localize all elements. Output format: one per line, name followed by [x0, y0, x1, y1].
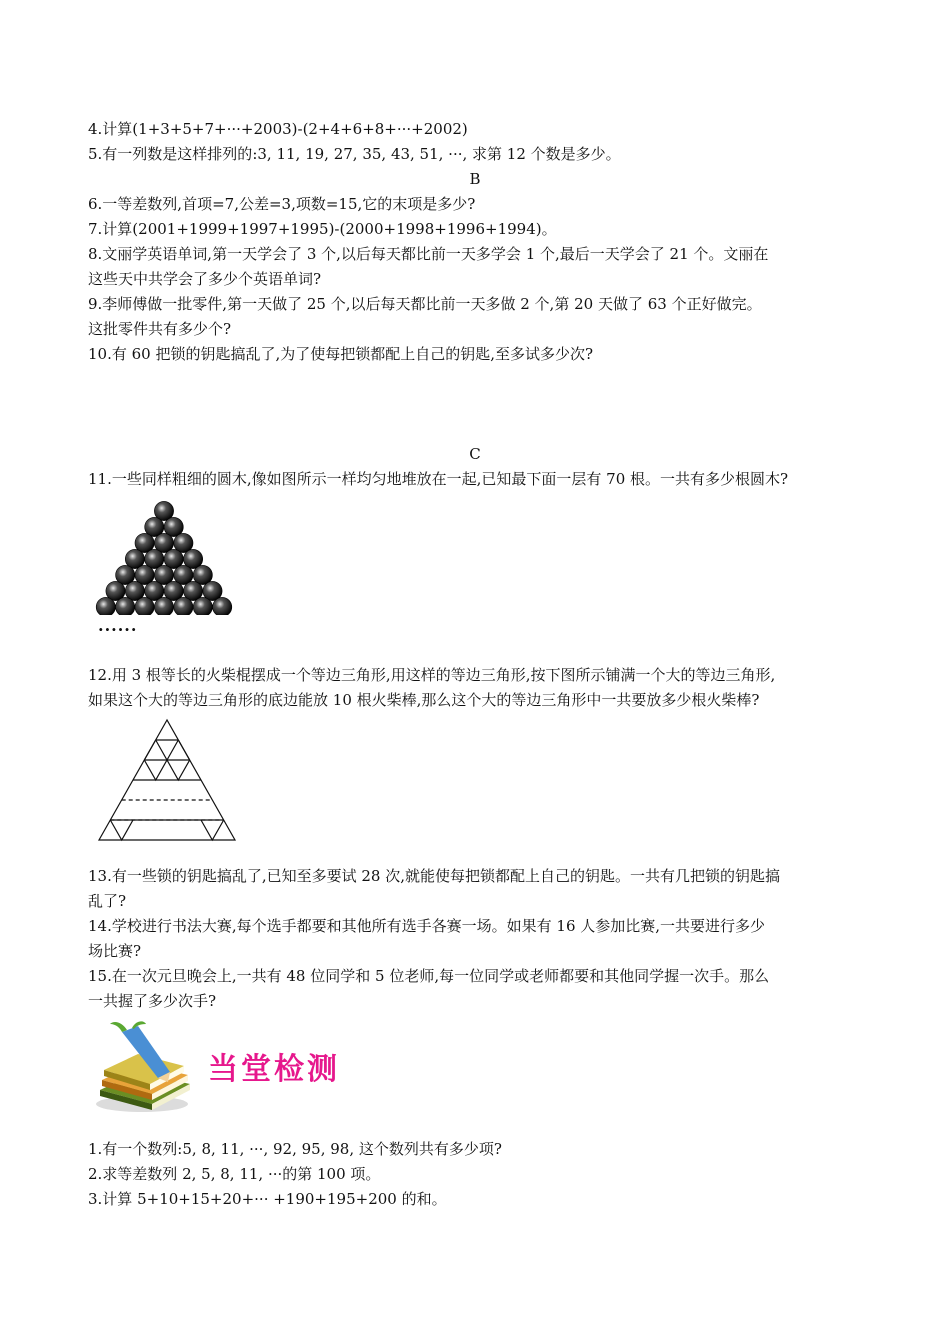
- question-14-line-2: 场比赛?: [88, 942, 142, 960]
- question-14-line-1: 14.学校进行书法大赛,每个选手都要和其他所有选手各赛一场。如果有 16 人参加比赛,一共要进行多少: [88, 917, 766, 935]
- question-6: 6.一等差数列,首项=7,公差=3,项数=15,它的末项是多少?: [88, 195, 476, 213]
- question-8-line-2: 这些天中共学会了多少个英语单词?: [88, 270, 322, 288]
- question-9-line-1: 9.李师傅做一批零件,第一天做了 25 个,以后每天都比前一天多做 2 个,第 20 天做了 63 个正好做完。: [88, 295, 762, 313]
- question-15-line-2: 一共握了多少次手?: [88, 992, 217, 1010]
- question-12-line-1: 12.用 3 根等长的火柴棍摆成一个等边三角形,用这样的等边三角形,按下图所示铺满一个大的等边三角形,: [88, 666, 776, 684]
- log-circle: [193, 597, 212, 615]
- question-12-line-2: 如果这个大的等边三角形的底边能放 10 根火柴棒,那么这个大的等边三角形中一共要放多少根火柴棒?: [88, 691, 760, 709]
- section-c-label: C: [469, 445, 481, 463]
- check-question-3: 3.计算 5+10+15+20+··· +190+195+200 的和。: [88, 1190, 447, 1208]
- question-4: 4.计算(1+3+5+7+···+2003)-(2+4+6+8+···+2002): [88, 120, 468, 138]
- log-pile-figure: [92, 500, 237, 615]
- books-pencil-icon: [92, 1020, 197, 1115]
- question-13-line-2: 乱了?: [88, 892, 127, 910]
- check-question-2: 2.求等差数列 2, 5, 8, 11, ···的第 100 项。: [88, 1165, 381, 1183]
- log-circle: [174, 597, 193, 615]
- matchstick-triangle-figure: [96, 716, 244, 846]
- banner-title: 当堂检测: [208, 1052, 340, 1087]
- question-8-line-1: 8.文丽学英语单词,第一天学会了 3 个,以后每天都比前一天多学会 1 个,最后一天学会了 21 个。文丽在: [88, 245, 769, 263]
- question-15-line-1: 15.在一次元旦晚会上,一共有 48 位同学和 5 位老师,每一位同学或老师都要和其他同学握一次手。那么: [88, 967, 770, 985]
- log-circle: [135, 597, 154, 615]
- question-9-line-2: 这批零件共有多少个?: [88, 320, 232, 338]
- section-b-label: B: [469, 170, 481, 188]
- question-7: 7.计算(2001+1999+1997+1995)-(2000+1998+1996+1994)。: [88, 220, 557, 238]
- check-question-1: 1.有一个数列:5, 8, 11, ···, 92, 95, 98, 这个数列共有多少项?: [88, 1140, 502, 1158]
- question-5: 5.有一列数是这样排列的:3, 11, 19, 27, 35, 43, 51, ···, 求第 12 个数是多少。: [88, 145, 621, 163]
- continuation-dots: ······: [98, 620, 138, 639]
- log-circle: [213, 597, 232, 615]
- question-11: 11.一些同样粗细的圆木,像如图所示一样均匀地堆放在一起,已知最下面一层有 70 根。一共有多少根圆木?: [88, 470, 789, 488]
- log-circle: [96, 597, 115, 615]
- log-circle: [154, 597, 173, 615]
- question-13-line-1: 13.有一些锁的钥匙搞乱了,已知至多要试 28 次,就能使每把锁都配上自己的钥匙。一共有几把锁的钥匙搞: [88, 867, 781, 885]
- log-circle: [116, 597, 135, 615]
- question-10: 10.有 60 把锁的钥匙搞乱了,为了使每把锁都配上自己的钥匙,至多试多少次?: [88, 345, 594, 363]
